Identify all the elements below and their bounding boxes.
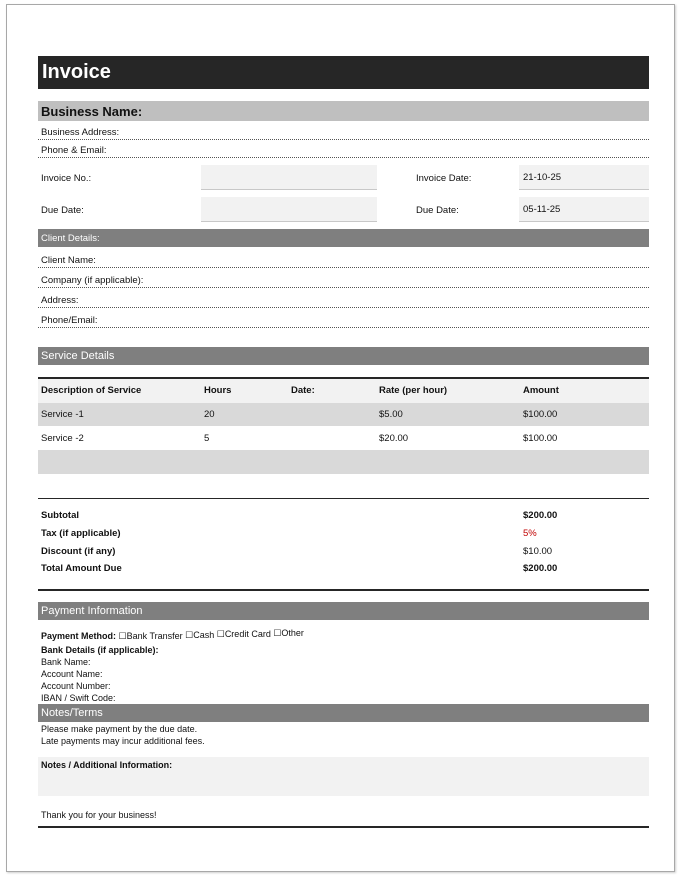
additional-info-box[interactable] [38, 757, 649, 796]
due-date-label-left: Due Date: [41, 205, 84, 216]
checkbox-cash[interactable]: ☐Cash [182, 630, 215, 640]
col-hours: Hours [204, 385, 232, 396]
client-name-field[interactable]: Client Name: [38, 253, 649, 268]
client-company-field[interactable]: Company (if applicable): [38, 273, 649, 288]
tax-value: 5% [523, 528, 537, 539]
business-address-field[interactable]: Business Address: [38, 124, 649, 140]
subtotal-label: Subtotal [41, 510, 79, 521]
discount-label: Discount (if any) [41, 546, 116, 557]
table-row[interactable] [38, 450, 649, 474]
account-number-label: Account Number: [41, 681, 111, 691]
bank-name-label: Bank Name: [41, 657, 91, 667]
due-date-label-right: Due Date: [416, 205, 459, 216]
client-phone-field[interactable]: Phone/Email: [38, 313, 649, 328]
bank-details-label: Bank Details (if applicable): [41, 645, 159, 655]
checkbox-credit-card[interactable]: ☐Credit Card [214, 629, 271, 639]
col-date: Date: [291, 385, 315, 396]
client-details-header: Client Details: [41, 233, 100, 244]
client-details-band [38, 229, 649, 247]
invoice-title: Invoice [42, 61, 111, 83]
table-row[interactable]: Service -2 5 $20.00 $100.00 [38, 426, 649, 450]
business-name-band [38, 101, 649, 121]
invoice-no-label: Invoice No.: [41, 173, 92, 184]
col-amount: Amount [523, 385, 559, 396]
notes-terms-band [38, 704, 649, 722]
invoice-title-bar [38, 56, 649, 89]
col-description: Description of Service [41, 385, 142, 396]
total-due-value: $200.00 [523, 563, 558, 574]
col-rate: Rate (per hour) [379, 385, 448, 396]
payment-info-band [38, 602, 649, 620]
checkbox-other[interactable]: ☐Other [270, 628, 304, 638]
service-details-header: Service Details [41, 350, 115, 362]
iban-label: IBAN / Swift Code: [41, 693, 116, 703]
due-date-input-right[interactable]: 05-11-25 [519, 197, 649, 222]
checkbox-bank-transfer[interactable]: ☐Bank Transfer [118, 631, 183, 641]
notes-terms-header: Notes/Terms [41, 707, 103, 719]
client-address-field[interactable]: Address: [38, 293, 649, 308]
payment-method-label: Payment Method: [41, 631, 117, 641]
service-details-band [38, 347, 649, 365]
business-phone-field[interactable]: Phone & Email: [38, 142, 649, 158]
totals-bottom-rule [38, 589, 649, 591]
tax-label: Tax (if applicable) [41, 528, 121, 539]
footer-rule [38, 826, 649, 828]
account-name-label: Account Name: [41, 669, 103, 679]
invoice-no-input[interactable] [201, 165, 377, 190]
table-row[interactable]: Service -1 20 $5.00 $100.00 [38, 403, 649, 426]
notes-line-1: Please make payment by the due date. [41, 724, 198, 734]
invoice-date-label: Invoice Date: [416, 173, 472, 184]
thank-you-text: Thank you for your business! [41, 810, 157, 820]
discount-value: $10.00 [523, 546, 553, 557]
additional-info-label: Notes / Additional Information: [41, 760, 173, 770]
business-name-label: Business Name: [41, 104, 143, 119]
due-date-input-left[interactable] [201, 197, 377, 222]
totals-top-rule [38, 498, 649, 499]
invoice-date-input[interactable]: 21-10-25 [519, 165, 649, 190]
service-table-header [38, 377, 649, 405]
notes-line-2: Late payments may incur additional fees. [41, 736, 205, 746]
total-due-label: Total Amount Due [41, 563, 122, 574]
payment-method-row [41, 628, 304, 642]
subtotal-value: $200.00 [523, 510, 558, 521]
payment-info-header: Payment Information [41, 605, 143, 617]
